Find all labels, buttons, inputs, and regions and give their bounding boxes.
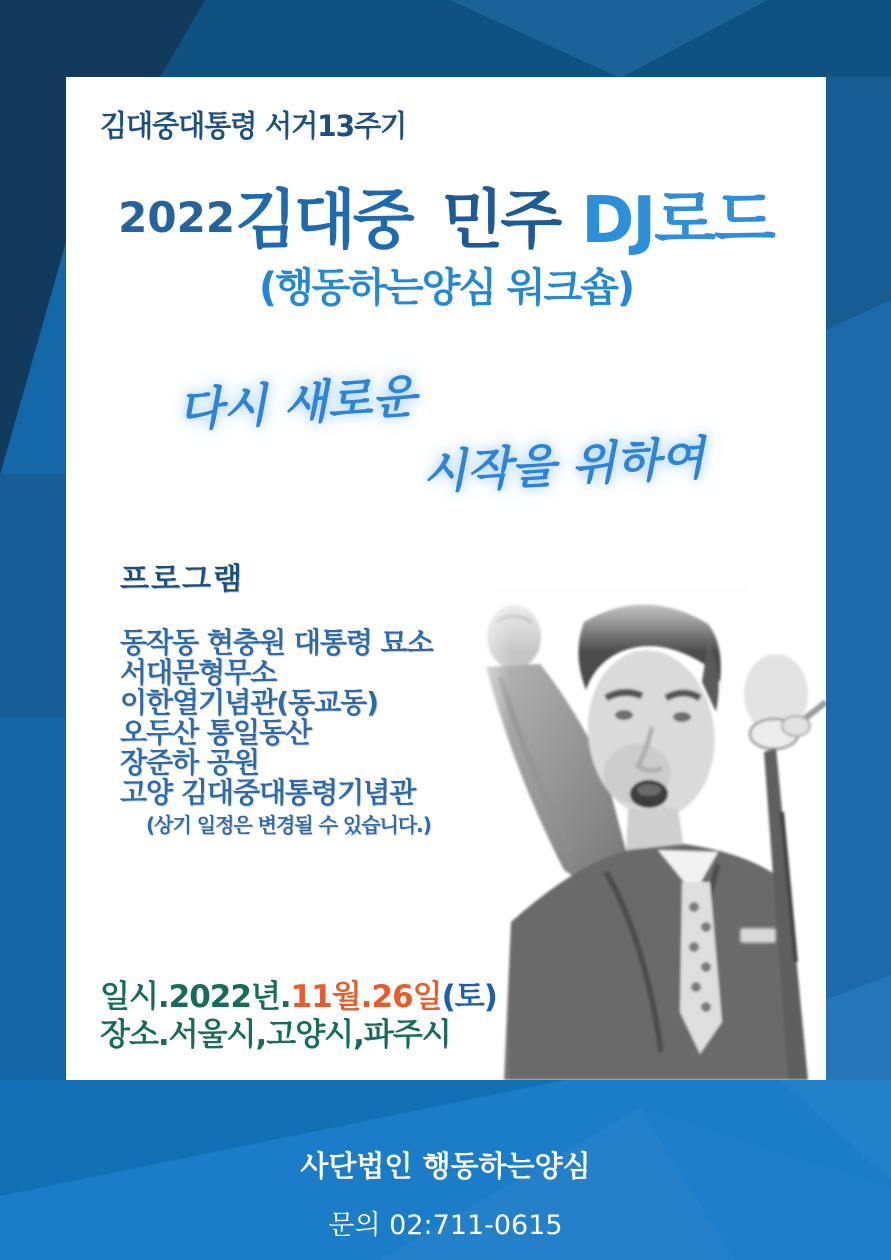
title-block [66, 184, 826, 313]
footer-organization: 사단법인 행동하는양심 [300, 1149, 591, 1183]
title-word: 민주 [441, 184, 560, 258]
program-item: 오두산 통일동산 [120, 716, 312, 749]
program-note: (상기 일정은 변경될 수 있습니다.) [146, 813, 431, 837]
event-place: 장소.서울시,고양시,파주시 [100, 1017, 451, 1053]
title-year: 2022 [118, 193, 236, 242]
title-highlight: DJ로드 [581, 184, 774, 258]
event-date-highlight: 11월.26일 [290, 979, 442, 1015]
program-item: 이한열기념관(동교동) [120, 686, 379, 719]
kim-dae-jung-speech-photo [456, 582, 826, 1080]
program-item: 동작동 현충원 대통령 묘소 [120, 626, 433, 659]
poster-card [66, 77, 826, 1080]
slogan-line-1: 다시 새로운 [176, 368, 418, 438]
event-info [100, 978, 497, 1054]
title-name: 김대중 [235, 184, 412, 258]
program-item: 장준하 공원 [120, 746, 259, 779]
program-list [120, 628, 433, 840]
event-date-label: 일시.2022년. [100, 979, 291, 1015]
title-subtitle: (행동하는양심 워크숍) [258, 265, 634, 312]
event-date-line [100, 978, 497, 1016]
footer-contact: 문의 02:711-0615 [328, 1210, 563, 1241]
program-item: 서대문형무소 [120, 656, 277, 689]
program-heading: 프로그램 [120, 562, 244, 597]
program-item: 고양 김대중대통령기념관 [120, 776, 416, 809]
memorial-anniversary-label: 김대중대통령 서거13주기 [100, 108, 407, 144]
event-date-day: (토) [441, 979, 497, 1015]
slogan-line-2: 시작을 위하여 [420, 430, 707, 500]
